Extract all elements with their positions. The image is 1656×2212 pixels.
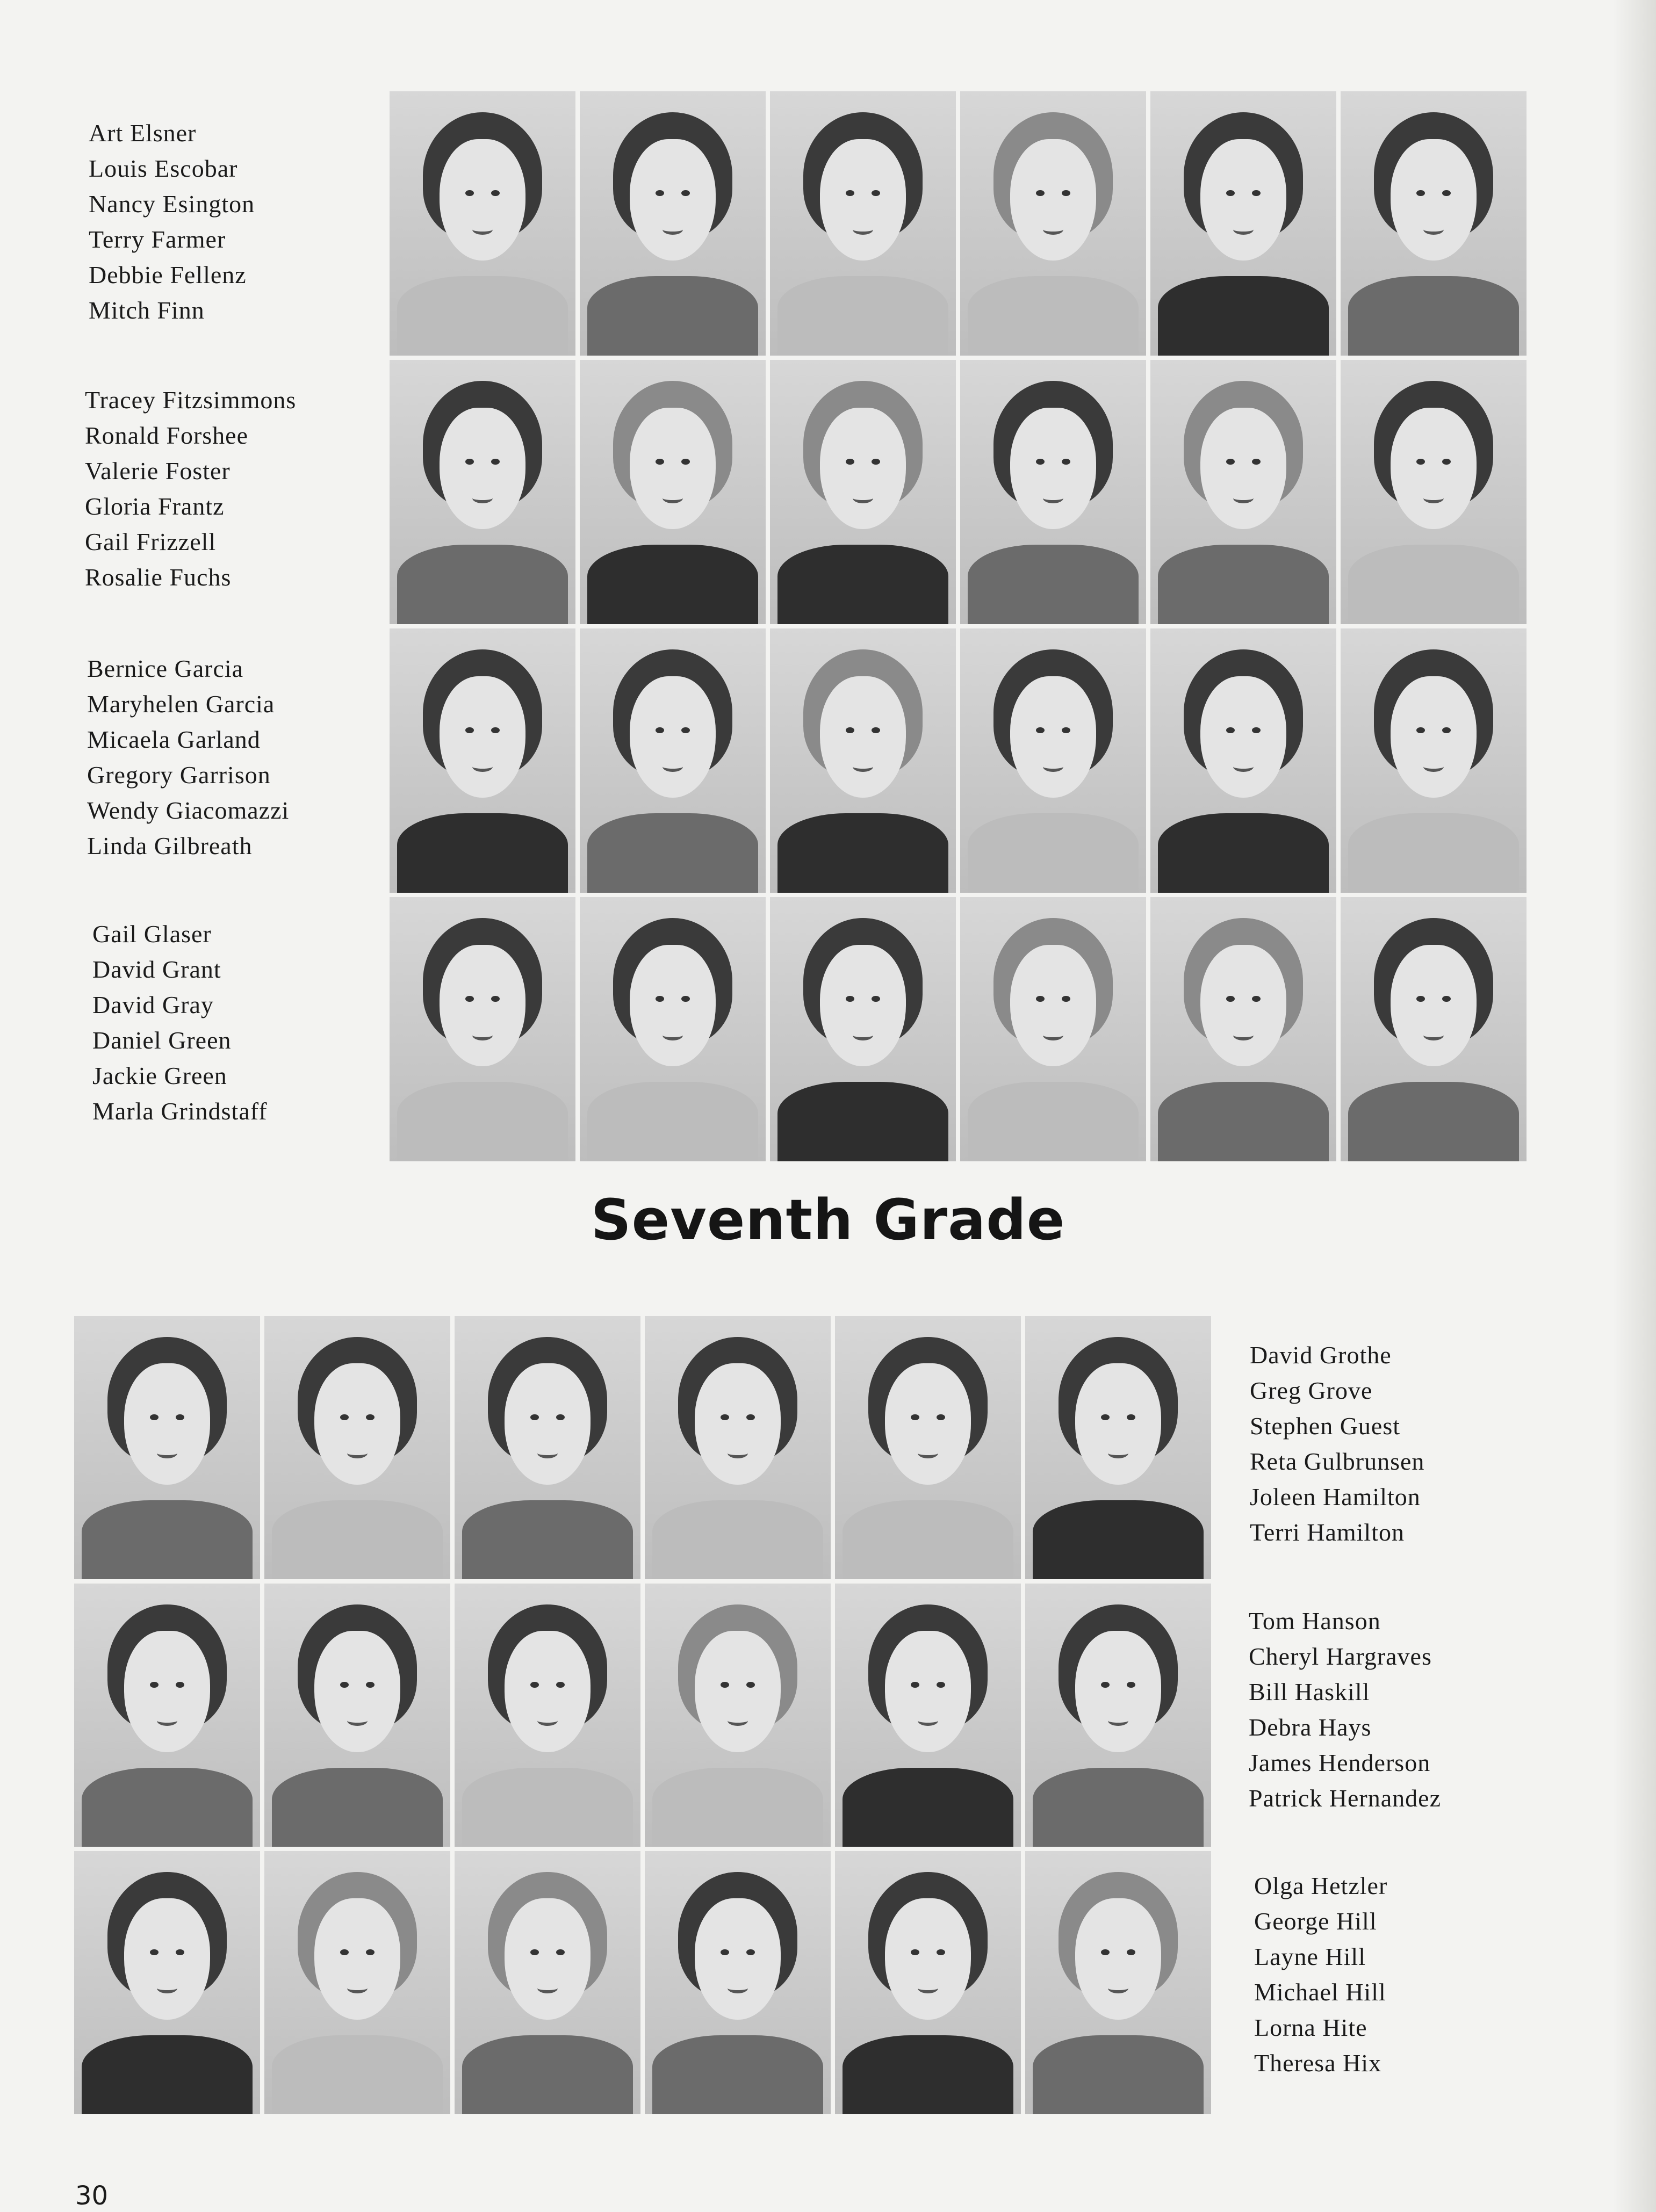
student-name: Michael Hill (1254, 1978, 1386, 2006)
student-name: Lorna Hite (1254, 2014, 1367, 2041)
student-photo (580, 628, 766, 893)
student-photo (835, 1584, 1021, 1847)
student-name: Layne Hill (1254, 1943, 1366, 1970)
page-number: 30 (75, 2181, 109, 2211)
student-photo (1025, 1316, 1211, 1579)
student-name: Reta Gulbrunsen (1250, 1448, 1425, 1475)
student-photo (645, 1316, 831, 1579)
student-name: Gregory Garrison (87, 761, 271, 789)
student-photo (1150, 91, 1336, 356)
student-name: James Henderson (1249, 1749, 1431, 1776)
student-name: Mitch Finn (89, 297, 205, 324)
student-photo (835, 1851, 1021, 2114)
section-title: Seventh Grade (591, 1187, 1065, 1253)
student-photo (1341, 897, 1527, 1161)
student-name: David Gray (92, 991, 214, 1018)
student-photo (455, 1584, 640, 1847)
name-list-top-1 (89, 115, 255, 328)
student-photo (580, 897, 766, 1161)
name-list-top-3 (87, 651, 289, 864)
student-photo (645, 1851, 831, 2114)
student-name: Ronald Forshee (85, 422, 249, 449)
student-name: Stephen Guest (1250, 1412, 1401, 1440)
student-name: Olga Hetzler (1254, 1872, 1388, 1899)
name-list-bottom-3 (1254, 1868, 1387, 2081)
student-name: Greg Grove (1250, 1377, 1373, 1404)
student-photo (1025, 1584, 1211, 1847)
student-photo (264, 1316, 450, 1579)
student-photo (74, 1316, 260, 1579)
student-name: Terri Hamilton (1250, 1519, 1405, 1546)
student-photo (390, 628, 575, 893)
student-name: Theresa Hix (1254, 2049, 1382, 2077)
student-photo (770, 91, 956, 356)
student-name: Bill Haskill (1249, 1678, 1370, 1705)
name-list-top-4 (92, 916, 268, 1129)
student-photo (770, 897, 956, 1161)
student-name: Jackie Green (92, 1062, 227, 1089)
student-photo (74, 1584, 260, 1847)
student-name: George Hill (1254, 1907, 1377, 1935)
student-name: Patrick Hernandez (1249, 1784, 1442, 1812)
student-photo (455, 1316, 640, 1579)
student-photo (960, 91, 1146, 356)
student-photo (1150, 360, 1336, 624)
student-photo (455, 1851, 640, 2114)
name-list-bottom-2 (1249, 1603, 1441, 1816)
student-name: Rosalie Fuchs (85, 563, 232, 591)
student-name: Nancy Esington (89, 190, 255, 218)
student-name: Debbie Fellenz (89, 261, 247, 288)
student-name: Art Elsner (89, 119, 197, 147)
student-name: Louis Escobar (89, 155, 238, 182)
name-list-top-2 (85, 382, 296, 595)
student-name: Micaela Garland (87, 726, 261, 753)
page-spine-shadow (1613, 0, 1656, 2212)
student-photo (74, 1851, 260, 2114)
student-name: David Grant (92, 956, 221, 983)
student-name: Daniel Green (92, 1027, 232, 1054)
student-name: Wendy Giacomazzi (87, 797, 290, 824)
photo-grid-top (390, 91, 1527, 1161)
student-name: Tom Hanson (1249, 1607, 1381, 1635)
student-name: Marla Grindstaff (92, 1097, 268, 1125)
student-name: Linda Gilbreath (87, 832, 253, 859)
student-name: Gail Frizzell (85, 528, 217, 555)
student-photo (1341, 628, 1527, 893)
student-name: Tracey Fitzsimmons (85, 386, 297, 414)
student-photo (835, 1316, 1021, 1579)
photo-grid-bottom (74, 1316, 1211, 2114)
student-photo (770, 360, 956, 624)
student-name: Gail Glaser (92, 920, 212, 948)
student-photo (960, 628, 1146, 893)
student-name: Cheryl Hargraves (1249, 1643, 1432, 1670)
student-photo (960, 360, 1146, 624)
student-name: David Grothe (1250, 1341, 1392, 1369)
student-name: Maryhelen Garcia (87, 690, 275, 718)
student-name: Gloria Frantz (85, 493, 225, 520)
student-name: Terry Farmer (89, 226, 226, 253)
student-photo (1025, 1851, 1211, 2114)
student-photo (264, 1851, 450, 2114)
student-photo (960, 897, 1146, 1161)
student-photo (645, 1584, 831, 1847)
student-photo (1341, 360, 1527, 624)
student-name: Valerie Foster (85, 457, 231, 485)
student-photo (390, 91, 575, 356)
student-photo (580, 360, 766, 624)
student-photo (1150, 628, 1336, 893)
student-name: Joleen Hamilton (1250, 1483, 1421, 1510)
name-list-bottom-1 (1250, 1338, 1424, 1550)
student-name: Debra Hays (1249, 1714, 1372, 1741)
student-photo (770, 628, 956, 893)
student-photo (390, 360, 575, 624)
student-photo (264, 1584, 450, 1847)
student-name: Bernice Garcia (87, 655, 244, 682)
student-photo (580, 91, 766, 356)
student-photo (390, 897, 575, 1161)
student-photo (1341, 91, 1527, 356)
student-photo (1150, 897, 1336, 1161)
